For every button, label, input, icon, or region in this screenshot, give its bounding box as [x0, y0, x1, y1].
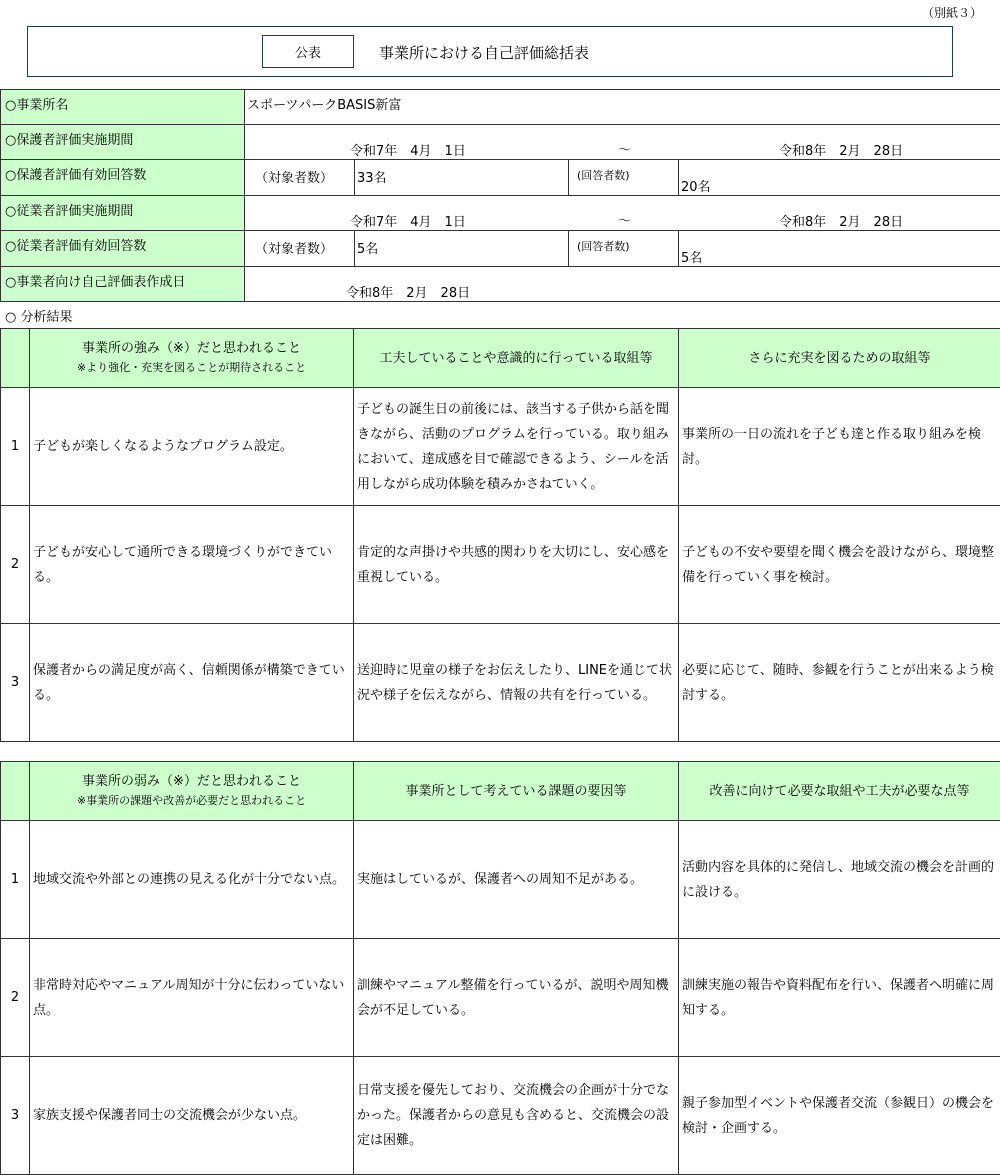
strength-text: 保護者からの満足度が高く、信頼関係が構築できている。 [30, 624, 354, 742]
table-row [1, 624, 1000, 742]
created-date: 令和8年 2月 28日 [346, 286, 471, 301]
staff-target-label: （対象者数） [245, 231, 355, 267]
staff-target: 5名 [355, 231, 569, 267]
row-num: 1 [1, 388, 30, 506]
guardian-respondent-label: (回答者数) [569, 160, 679, 196]
table-row [1, 939, 1000, 1057]
weakness-text: 非常時対応やマニュアル周知が十分に伝わっていない点。 [30, 939, 354, 1057]
strengths-header-2: 工夫していることや意識的に行っている取組等 [354, 329, 679, 388]
guardian-target-label: （対象者数） [245, 160, 355, 196]
strength-improvement: 子どもの不安や要望を聞く機会を設けながら、環境整備を行っていく事を検討。 [679, 506, 1000, 624]
office-name-label: ○事業所名 [1, 90, 245, 125]
table-row [1, 1057, 1000, 1175]
strength-text: 子どもが安心して通所できる環境づくりができている。 [30, 506, 354, 624]
weaknesses-header-3: 改善に向けて必要な取組や工夫が必要な点等 [679, 762, 1000, 821]
guardian-respondents: 20名 [679, 160, 1000, 196]
staff-resp-label: ○従業者評価有効回答数 [1, 231, 245, 267]
strength-effort: 子どもの誕生日の前後には、該当する子供から話を聞きながら、活動のプログラムを行っている。取り組みにおいて、達成感を目で確認できるよう、シールを活用しながら成功体験を積みかさねていく。 [354, 388, 679, 506]
weakness-improvement: 訓練実施の報告や資料配布を行い、保護者へ明確に周知する。 [679, 939, 1000, 1057]
weaknesses-header-1 [30, 762, 354, 821]
analysis-label: ○ 分析結果 [5, 310, 73, 325]
weakness-improvement: 親子参加型イベントや保護者交流（参観日）の機会を検討・企画する。 [679, 1057, 1000, 1175]
row-num: 3 [1, 1057, 30, 1175]
strength-improvement: 事業所の一日の流れを子ども達と作る取り組みを検討。 [679, 388, 1000, 506]
strength-effort: 送迎時に児童の様子をお伝えしたり、LINEを通じて状況や様子を伝えながら、情報の共有を行っている。 [354, 624, 679, 742]
kohyo-badge: 公表 [262, 35, 354, 68]
strength-improvement: 必要に応じて、随時、参観を行うことが出来るよう検討する。 [679, 624, 1000, 742]
table-row [1, 821, 1000, 939]
guardian-period-start: 令和7年 4月 1日 [350, 144, 466, 159]
weakness-cause: 実施はしているが、保護者への周知不足がある。 [354, 821, 679, 939]
guardian-period-sep: ～ [618, 143, 632, 158]
strength-text: 子どもが楽しくなるようなプログラム設定。 [30, 388, 354, 506]
staff-period-end: 令和8年 2月 28日 [779, 215, 904, 230]
staff-period-start: 令和7年 4月 1日 [350, 215, 466, 230]
guardian-period-label: ○保護者評価実施期間 [1, 125, 245, 160]
weaknesses-header-1-title: 事業所の弱み（※）だと思われること [82, 774, 301, 789]
weakness-text: 地域交流や外部との連携の見える化が十分でない点。 [30, 821, 354, 939]
staff-period-sep: ～ [618, 214, 632, 229]
table-row [1, 388, 1000, 506]
weaknesses-table [0, 761, 1000, 1175]
staff-period-label: ○従業者評価実施期間 [1, 196, 245, 231]
strength-effort: 肯定的な声掛けや共感的関わりを大切にし、安心感を重視している。 [354, 506, 679, 624]
weaknesses-header-2: 事業所として考えている課題の要因等 [354, 762, 679, 821]
attachment-label: （別紙３） [921, 6, 982, 20]
office-name: スポーツパークBASIS新富 [245, 90, 1000, 125]
weaknesses-header-num [1, 762, 30, 821]
weakness-cause: 訓練やマニュアル整備を行っているが、説明や周知機会が不足している。 [354, 939, 679, 1057]
row-num: 3 [1, 624, 30, 742]
strengths-table [0, 328, 1000, 742]
strengths-header-3: さらに充実を図るための取組等 [679, 329, 1000, 388]
guardian-period-end: 令和8年 2月 28日 [779, 144, 904, 159]
row-num: 1 [1, 821, 30, 939]
weakness-text: 家族支援や保護者同士の交流機会が少ない点。 [30, 1057, 354, 1175]
guardian-resp-label: ○保護者評価有効回答数 [1, 160, 245, 196]
strengths-header-1-title: 事業所の強み（※）だと思われること [82, 341, 301, 356]
row-num: 2 [1, 939, 30, 1057]
page-title: 事業所における自己評価総括表 [379, 44, 590, 62]
staff-respondent-label: (回答者数) [569, 231, 679, 267]
created-label: ○事業者向け自己評価表作成日 [1, 267, 245, 302]
strengths-header-1 [30, 329, 354, 388]
weakness-improvement: 活動内容を具体的に発信し、地域交流の機会を計画的に設ける。 [679, 821, 1000, 939]
weaknesses-header-1-sub: ※事業所の課題や改善が必要だと思われること [76, 794, 307, 807]
strengths-header-num [1, 329, 30, 388]
weakness-cause: 日常支援を優先しており、交流機会の企画が十分でなかった。保護者からの意見も含めると、交流機会の設定は困難。 [354, 1057, 679, 1175]
info-table [0, 89, 1000, 302]
strengths-header-1-sub: ※より強化・充実を図ることが期待されること [76, 361, 307, 374]
table-row [1, 506, 1000, 624]
guardian-target: 33名 [355, 160, 569, 196]
staff-respondents: 5名 [679, 231, 1000, 267]
row-num: 2 [1, 506, 30, 624]
